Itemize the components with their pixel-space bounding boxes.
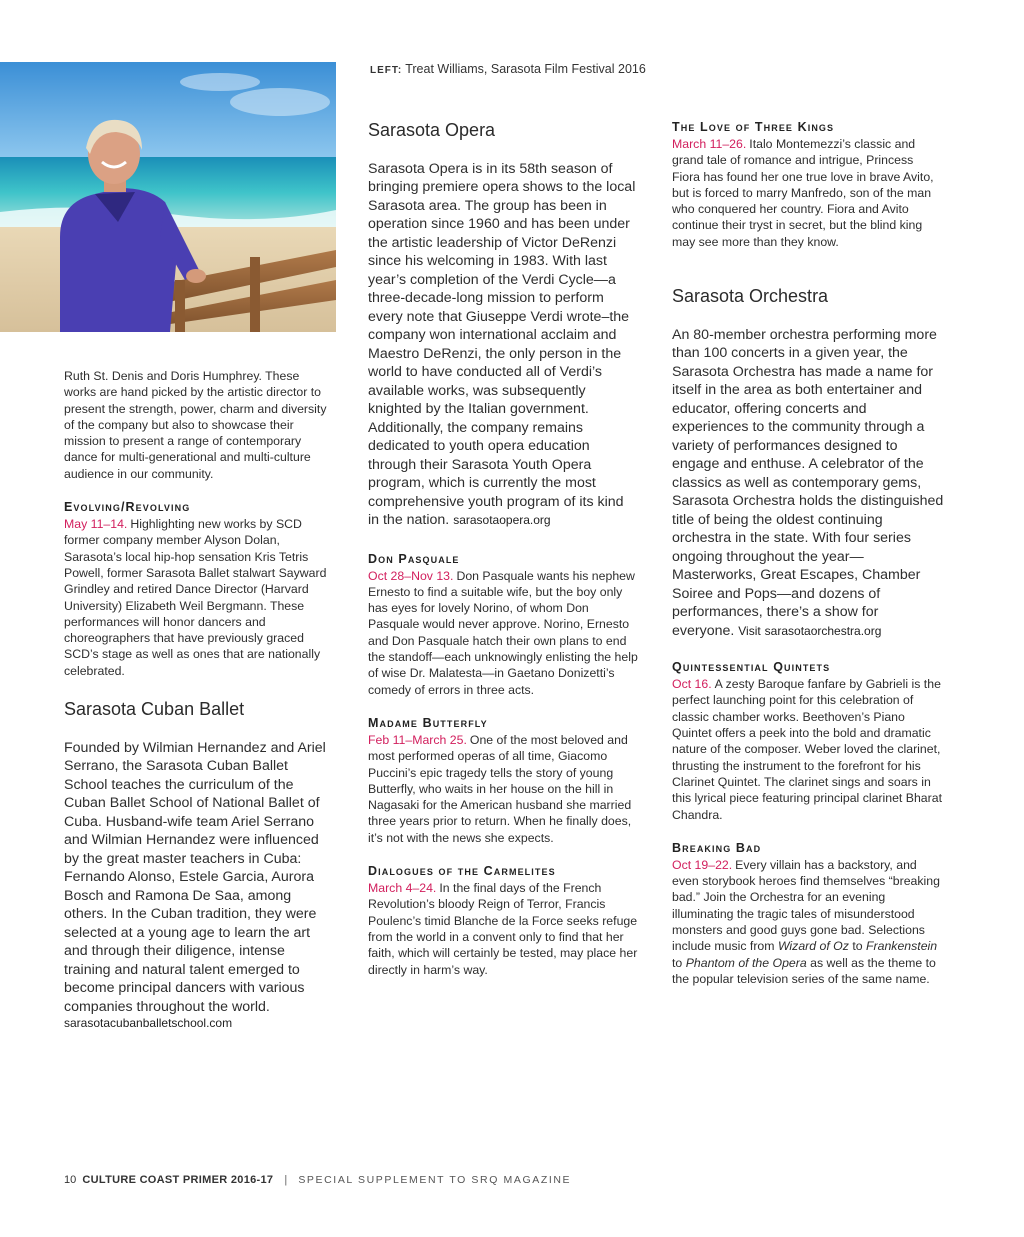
evolving-revolving-title: Evolving/Revolving <box>64 500 191 515</box>
carmelites-title: Dialogues of the Carmelites <box>368 864 556 879</box>
opera-text <box>368 160 638 530</box>
connector-to: to <box>672 955 683 970</box>
event-date: Oct 16. <box>672 677 712 692</box>
cuban-ballet-link[interactable]: sarasotacubanballetschool.com <box>64 1016 233 1031</box>
orchestra-heading: Sarasota Orchestra <box>672 286 829 307</box>
caption-label: LEFT: <box>370 65 403 76</box>
carmelites-text <box>368 880 638 978</box>
orchestra-link[interactable]: sarasotaorchestra.org <box>764 623 882 638</box>
event-description: Italo Montemezzi’s classic and grand tale of romance and intrigue, Princess Fiora has found her one true love in brave Avito, but is forced to marry Manfredo, son of the man who conquered her country. Fiora and Avito continue their tryst in secret, but the blind king may see more than they know. <box>672 137 934 249</box>
breaking-bad-text <box>672 857 944 987</box>
quintets-title: Quintessential Quintets <box>672 660 831 675</box>
column-right <box>672 120 944 987</box>
event-date: Oct 19–22. <box>672 857 733 872</box>
dance-intro-text: Ruth St. Denis and Doris Humphrey. These works are hand picked by the artistic director to present the strength, power, charm and diversity of the company but also to showcase their mission to present a range of contemporary dance for multi-generational and multi-culture audience in our community. <box>64 369 327 481</box>
orchestra-description: An 80-member orchestra performing more than 100 concerts in a given year, the Sarasota Orchestra has made a name for itself in the area as both entertainer and educator, offering concerts and experiences to the community through a variety of performances designed to engage and enthuse. A celebrator of the classics as well as contemporary gems, Sarasota Orchestra holds the distinguished title of being the oldest continuing orchestra in the state. With four series ongoing throughout the year—Masterworks, Great Escapes, Chamber Soiree and Pops—and dozens of performances, there’s a show for everyone. <box>672 326 944 639</box>
event-description: Highlighting new works by SCD former company member Alyson Dolan, Sarasota’s local hip-hop sensation Kris Tetris Powell, former Sarasota Ballet stalwart Sayward Grindley and retired Dance Director (Harvard University) Elizabeth Weil Bergmann. These performances will honor dancers and choreographers that have previously graced SCD’s stage as well as ones that are nationally celebrated. <box>64 517 327 678</box>
event-date: May 11–14. <box>64 517 128 532</box>
event-description: Don Pasquale wants his nephew Ernesto to find a suitable wife, but the boy only has eyes for lovely Norino, of whom Don Pasquale would never approve. Norino, Ernesto and Don Pasquale hatch their own plans to end the standoff—each unknowingly enlisting the help of wise Dr. Malatesta—in Gaetano Donizetti’s comedy of errors in three acts. <box>368 568 638 697</box>
page-footer <box>64 1174 571 1186</box>
photo-caption <box>370 62 646 76</box>
page-number: 10 <box>64 1174 77 1186</box>
event-date: Oct 28–Nov 13. <box>368 568 454 583</box>
don-pasquale-title: Don Pasquale <box>368 551 460 566</box>
opera-link[interactable]: sarasotaopera.org <box>453 513 551 528</box>
hero-photo <box>0 62 336 332</box>
cuban-ballet-heading: Sarasota Cuban Ballet <box>64 699 245 720</box>
madame-butterfly-text <box>368 732 638 846</box>
title-frankenstein: Frankenstein <box>866 939 938 954</box>
event-description-end: as well as the theme to the popular television series of the same name. <box>672 955 936 986</box>
event-description: A zesty Baroque fanfare by Gabrieli is the perfect launching point for this celebration of classic chamber works. Beethoven’s Piano Quintet offers a peek into the bold and dramatic nature of the composer. Weber loved the clarinet, thrusting the instrument to the forefront for his Clarinet Quintet. The clarinet sings and soars in this lyrical piece featuring principal clarinet Bharat Chandra. <box>672 677 942 822</box>
publication-title: CULTURE COAST PRIMER 2016-17 <box>82 1174 274 1186</box>
event-description: In the final days of the French Revolution’s bloody Reign of Terror, Francis Poulenc’s timid Blanche de la Force seeks refuge from the world in a convent only to find that her faith, which will certainly be tested, may place her directly in harm’s way. <box>368 881 638 977</box>
caption-text: Treat Williams, Sarasota Film Festival 2016 <box>405 62 646 76</box>
opera-heading: Sarasota Opera <box>368 120 496 140</box>
title-phantom-of-the-opera: Phantom of the Opera <box>685 955 807 970</box>
three-kings-text <box>672 136 944 250</box>
quintets-text <box>672 676 944 823</box>
orchestra-visit: Visit <box>738 623 761 638</box>
footer-separator: | <box>284 1174 288 1186</box>
event-description: One of the most beloved and most performed operas of all time, Giacomo Puccini’s epic tragedy tells the story of young Butterfly, who waits in her house on the hill in Nagasaki for the American husband she married three years prior to return. When he finally does, it’s not with the news she expects. <box>368 732 632 845</box>
three-kings-title: The Love of Three Kings <box>672 120 835 134</box>
event-date: Feb 11–March 25. <box>368 732 467 747</box>
breaking-bad-title: Breaking Bad <box>672 840 762 855</box>
cuban-ballet-text: Founded by Wilmian Hernandez and Ariel Serrano, the Sarasota Cuban Ballet School teaches the curriculum of the Cuban Ballet School of National Ballet of Cuba. Husband-wife team Ariel Serrano and Wilmian Hernandez were influenced by the great master teachers in Cuba: Fernando Alonso, Estele Garcia, Aurora Bosch and Ramona De Saa, among others. In the Cuban tradition, they were selected at a young age to learn the art and through their diligence, intense training and natural talent emerged to become principal dancers with various companies throughout the world. <box>64 739 326 1015</box>
madame-butterfly-title: Madame Butterfly <box>368 715 488 730</box>
don-pasquale-text <box>368 568 638 698</box>
supplement-label: SPECIAL SUPPLEMENT TO SRQ MAGAZINE <box>298 1174 572 1186</box>
event-description: Every villain has a backstory, and even storybook heroes find themselves “breaking bad.” Join the Orchestra for an evening illuminating the tragic tales of misunderstood monsters and good guys gone bad. Selections include music from <box>672 857 940 954</box>
connector-to: to <box>852 939 863 954</box>
column-left <box>64 368 334 1030</box>
column-middle <box>368 120 638 978</box>
title-wizard-of-oz: Wizard of Oz <box>777 939 849 954</box>
event-date: March 11–26. <box>672 137 747 151</box>
opera-description: Sarasota Opera is in its 58th season of bringing premiere opera shows to the local Sarasota area. The group has been in operation since 1960 and has been under the artistic leadership of Victor DeRenzi since his welcoming in 1983. With last year’s completion of the Verdi Cycle—a three-decade-long mission to perform every note that Giuseppe Verdi wrote–the company won international acclaim and Maestro DeRenzi, the only person in the world to have conducted all of Verdi’s available works, was subsequently knighted by the Italian government. Additionally, the company remains dedicated to youth opera education through their Sarasota Youth Opera program, which is currently the most comprehensive youth program of its kind in the nation. <box>368 160 636 529</box>
evolving-revolving-text <box>64 516 334 679</box>
event-date: March 4–24. <box>368 881 437 896</box>
orchestra-text <box>672 326 944 641</box>
beach-photo-illustration <box>0 62 336 332</box>
